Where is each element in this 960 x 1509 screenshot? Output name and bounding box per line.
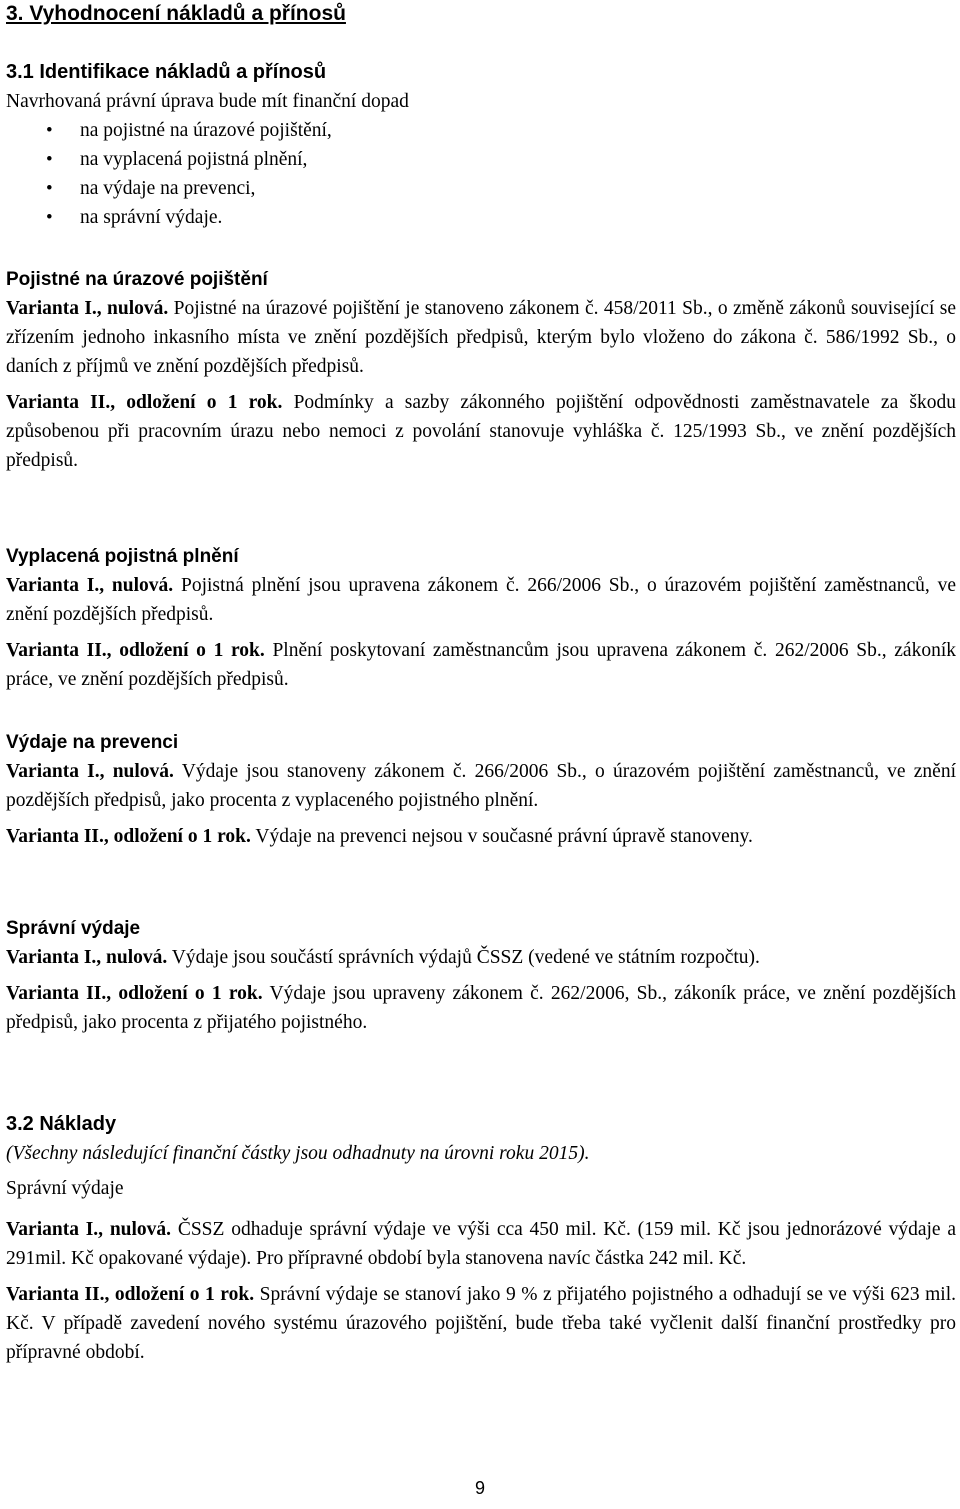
pojistne-variant-1 bbox=[6, 294, 956, 381]
prevence-variant-1 bbox=[6, 757, 956, 815]
spravni-variant-2 bbox=[6, 979, 956, 1037]
prevence-variant-2 bbox=[6, 822, 956, 851]
variant-label: Varianta I., nulová. bbox=[6, 947, 168, 968]
variant-text: Plnění poskytovaní zaměstnancům jsou upravena zákonem č. 262/2006 Sb., zákoník práce, ve znění pozdějších předpisů. bbox=[6, 640, 956, 690]
impact-list bbox=[6, 116, 956, 232]
variant-text: Výdaje jsou stanoveny zákonem č. 266/2006 Sb., o úrazovém pojištění zaměstnanců, ve znění pozdějších předpisů, jako procenta z vyplaceného pojistného plnění. bbox=[6, 761, 956, 811]
variant-label: Varianta I., nulová. bbox=[6, 298, 169, 319]
chapter-heading: 3. Vyhodnocení nákladů a přínosů bbox=[6, 2, 346, 25]
pojistne-title: Pojistné na úrazové pojištění bbox=[6, 269, 268, 290]
variant-text: Podmínky a sazby zákonného pojištění odpovědnosti zaměstnavatele za škodu způsobenou při pracovním úrazu nebo nemoci z povolání stanovuje vyhláška č. 125/1993 Sb., ve znění pozdějších předpisů. bbox=[6, 392, 956, 471]
list-item: • na pojistné na úrazové pojištění, bbox=[6, 116, 956, 145]
list-item: • na vyplacená pojistná plnění, bbox=[6, 145, 956, 174]
section-prevence bbox=[6, 728, 956, 851]
spravni-title: Správní výdaje bbox=[6, 918, 141, 939]
variant-label: Varianta I., nulová. bbox=[6, 761, 174, 782]
section-3-2 bbox=[6, 1110, 956, 1367]
section-3-1-title: 3.1 Identifikace nákladů a přínosů bbox=[6, 61, 327, 83]
variant-text: ČSSZ odhaduje správní výdaje ve výši cca 450 mil. Kč. (159 mil. Kč jsou jednorázové výdaje a 291mil. Kč opakované výdaje). Pro přípravné období byla stanovena navíc částka 242 mil. Kč. bbox=[6, 1219, 956, 1269]
variant-text: Výdaje jsou upraveny zákonem č. 262/2006, Sb., zákoník práce, ve znění pozdějších předpisů, jako procenta z přijatého pojistného. bbox=[6, 983, 956, 1033]
section-pojistne bbox=[6, 265, 956, 475]
plneni-variant-2 bbox=[6, 636, 956, 694]
plneni-title: Vyplacená pojistná plnění bbox=[6, 546, 239, 567]
variant-text: Správní výdaje se stanoví jako 9 % z přijatého pojistného a odhadují se ve výši 623 mil. Kč. V případě zavedení nového systému úrazového pojištění, bude třeba také vyčlenit další finanční prostředky pro přípravné období. bbox=[6, 1284, 956, 1363]
section-3-2-title: 3.2 Náklady bbox=[6, 1113, 117, 1135]
section-3-1-intro: Navrhovaná právní úprava bude mít finanční dopad bbox=[6, 91, 409, 112]
section-3-1 bbox=[6, 58, 956, 232]
variant-label: Varianta I., nulová. bbox=[6, 1219, 172, 1240]
variant-text: Pojistná plnění jsou upravena zákonem č. 266/2006 Sb., o úrazovém pojištění zaměstnanců, ve znění pozdějších předpisů. bbox=[6, 575, 956, 625]
variant-text: Výdaje na prevenci nejsou v současné právní úpravě stanoveny. bbox=[250, 826, 753, 847]
plneni-variant-1 bbox=[6, 571, 956, 629]
variant-label: Varianta I., nulová. bbox=[6, 575, 174, 596]
variant-label: Varianta II., odložení o 1 rok. bbox=[6, 826, 251, 847]
variant-text: Pojistné na úrazové pojištění je stanoveno zákonem č. 458/2011 Sb., o změně zákonů související se zřízením jednoho inkasního místa ve znění pozdějších předpisů, kterým bylo vloženo do zákona č. 586/1992 Sb., o daních z příjmů ve znění pozdějších předpisů. bbox=[6, 298, 956, 377]
variant-label: Varianta II., odložení o 1 rok. bbox=[6, 1284, 255, 1305]
variant-label: Varianta II., odložení o 1 rok. bbox=[6, 983, 263, 1004]
variant-label: Varianta II., odložení o 1 rok. bbox=[6, 640, 265, 661]
page-number: 9 bbox=[474, 1478, 485, 1498]
costs-variant-2 bbox=[6, 1280, 956, 1367]
variant-label: Varianta II., odložení o 1 rok. bbox=[6, 392, 283, 413]
pojistne-variant-2 bbox=[6, 388, 956, 475]
prevence-title: Výdaje na prevenci bbox=[6, 732, 179, 753]
section-plneni bbox=[6, 542, 956, 694]
list-item: • na správní výdaje. bbox=[6, 203, 956, 232]
section-3-2-subtitle: Správní výdaje bbox=[6, 1178, 124, 1199]
costs-variant-1 bbox=[6, 1215, 956, 1273]
section-3-2-note: (Všechny následující finanční částky jsou odhadnuty na úrovni roku 2015). bbox=[6, 1143, 590, 1164]
spravni-variant-1 bbox=[6, 943, 956, 972]
variant-text: Výdaje jsou součástí správních výdajů ČSSZ (vedené ve státním rozpočtu). bbox=[167, 947, 760, 968]
list-item: • na výdaje na prevenci, bbox=[6, 174, 956, 203]
section-spravni bbox=[6, 914, 956, 1037]
